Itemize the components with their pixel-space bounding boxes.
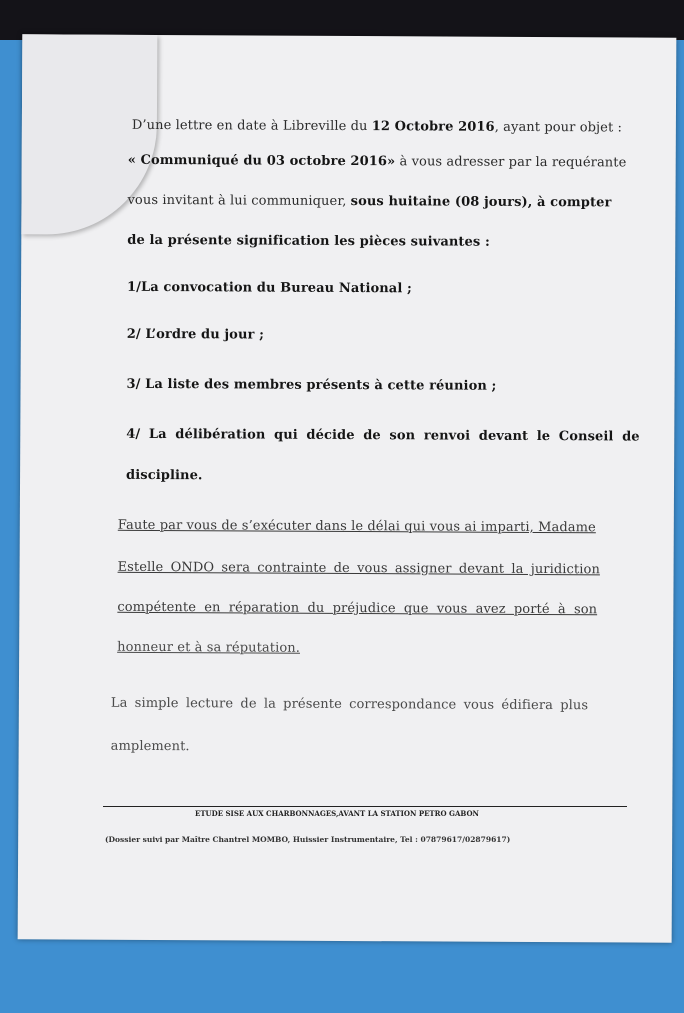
letter-date: 12 Octobre 2016 bbox=[371, 119, 495, 135]
warning-line-4: honneur et à sa réputation. bbox=[117, 639, 301, 656]
footer-rule bbox=[103, 806, 627, 807]
intro-line-1 bbox=[132, 118, 622, 136]
intro-text-3: vous invitant à lui communiquer, bbox=[127, 192, 351, 210]
intro-line-2 bbox=[128, 153, 627, 171]
list-item-4-cont: discipline. bbox=[126, 467, 203, 484]
footer-contact: (Dossier suivi par Maître Chantrel MOMBO, Huissier Instrumentaire, Tel : 07879617/02879617) bbox=[105, 835, 511, 844]
closing-line-2: amplement. bbox=[110, 738, 190, 755]
deadline-text: sous huitaine (08 jours), à compter bbox=[350, 194, 612, 211]
communique-title: « Communiqué du 03 octobre 2016» bbox=[127, 152, 396, 170]
list-item-1: 1/La convocation du Bureau National ; bbox=[127, 279, 412, 297]
intro-text-end: , ayant pour objet : bbox=[494, 119, 623, 136]
list-item-2: 2/ L’ordre du jour ; bbox=[126, 326, 265, 343]
warning-line-1: Faute par vous de s’exécuter dans le délai qui vous ai imparti, Madame bbox=[117, 517, 596, 536]
list-item-4: 4/ La délibération qui décide de son renvoi devant le Conseil de bbox=[126, 426, 640, 445]
warning-line-3: compétente en réparation du préjudice que vous avez porté à son bbox=[117, 599, 598, 618]
list-item-3: 3/ La liste des membres présents à cette réunion ; bbox=[126, 376, 497, 394]
intro-line-3 bbox=[127, 193, 611, 211]
footer-address: ETUDE SISE AUX CHARBONNAGES,AVANT LA STATION PETRO GABON bbox=[195, 809, 479, 818]
closing-line-1: La simple lecture de la présente correspondance vous édifiera plus bbox=[110, 695, 589, 714]
intro-text-2: à vous adresser par la requérante bbox=[395, 154, 627, 171]
warning-line-2: Estelle ONDO sera contrainte de vous assigner devant la juridiction bbox=[117, 559, 600, 578]
intro-text: D’une lettre en date à Libreville du bbox=[131, 117, 372, 135]
intro-line-4: de la présente signification les pièces suivantes : bbox=[127, 232, 490, 250]
